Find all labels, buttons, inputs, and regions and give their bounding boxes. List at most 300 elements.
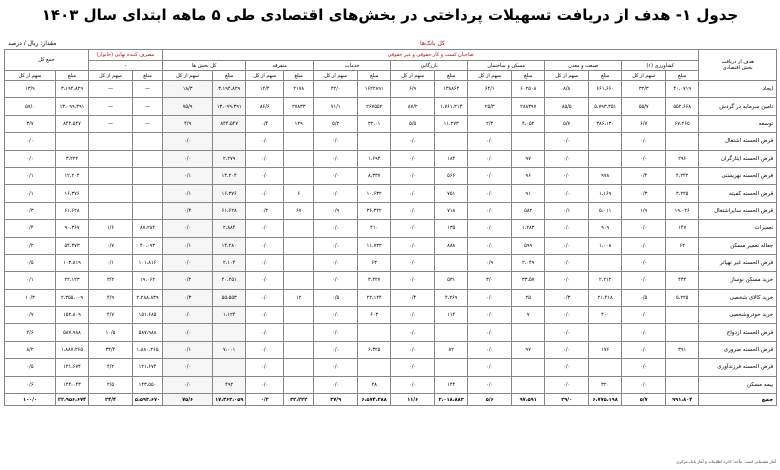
table-cell: ۲،۱۰۴ xyxy=(213,254,246,271)
header-consumer-dash: - xyxy=(89,61,163,71)
table-cell: ۱،۷۶۱،۲۱۳ xyxy=(435,98,468,115)
table-cell: ۵،۲۲۵ xyxy=(666,289,699,306)
table-cell: ۰/۰ xyxy=(468,133,512,150)
table-cell: ۴،۰۵۲ xyxy=(512,115,545,132)
table-cell: ۵۶۶ xyxy=(435,167,468,184)
row-label: قرض الحسنه ازدواج xyxy=(699,324,777,341)
table-cell: ۶۳ xyxy=(358,254,391,271)
table-cell: ۶۴/۱ xyxy=(468,81,512,98)
table-row xyxy=(5,98,777,115)
table-cell: ۱۰/۳ xyxy=(5,289,56,306)
table-row xyxy=(5,202,777,219)
table-cell xyxy=(133,185,163,202)
table-cell: ۰/۰ xyxy=(314,307,358,324)
table-cell xyxy=(358,324,391,341)
table-cell: ۰/۰ xyxy=(163,254,213,271)
header-sector: متفرقه xyxy=(246,61,314,71)
table-cell: ۰/۰ xyxy=(314,254,358,271)
row-label: بیمه مسکن xyxy=(699,376,777,393)
table-cell: ۲۶۷۵۵۲ xyxy=(358,98,391,115)
table-cell: ۶۱،۶۲۸ xyxy=(56,202,89,219)
table-cell xyxy=(435,359,468,376)
table-cell: ۰/۰ xyxy=(622,150,666,167)
table-cell: ۳/۷ xyxy=(5,115,56,132)
header-sector: بازرگانی xyxy=(391,61,468,71)
table-cell: ۰/۴ xyxy=(391,289,435,306)
table-cell: ۲۱،۴۱۸ xyxy=(589,289,622,306)
unit-label: مقدار: ریال / درصد xyxy=(8,40,57,47)
header-amount: مبلغ xyxy=(435,71,468,81)
table-cell: — xyxy=(133,98,163,115)
table-cell xyxy=(435,133,468,150)
table-cell: ۰/۰ xyxy=(545,167,589,184)
table-cell: ۱،۶۹۳ xyxy=(358,150,391,167)
table-cell: ۰/۰ xyxy=(314,359,358,376)
table-cell: ۸۷،۲۸۴ xyxy=(133,220,163,237)
table-cell: ۰/۲ xyxy=(5,237,56,254)
table-cell: ۰/۰ xyxy=(314,341,358,358)
table-cell: ۱۴،۲۰۴ xyxy=(213,167,246,184)
table-cell: ۶۲ xyxy=(666,237,699,254)
table-cell: ۰/۰ xyxy=(246,133,284,150)
table-row xyxy=(5,254,777,271)
table-cell: ۸۲ xyxy=(435,341,468,358)
table-cell: ۰/۰ xyxy=(468,202,512,219)
table-cell: ۱۵۲،۸۰۹ xyxy=(56,307,89,324)
table-cell: ۱۳/۹ xyxy=(5,81,56,98)
table-row xyxy=(5,150,777,167)
table-cell: — xyxy=(89,115,133,132)
header-sector: مسکن و ساختمان xyxy=(468,61,545,71)
table-cell: ۵۸۲ xyxy=(512,202,545,219)
table-row xyxy=(5,341,777,358)
table-cell: ۰/۰ xyxy=(246,289,284,306)
row-label: قرض الحسنه ضروری xyxy=(699,341,777,358)
table-cell: ۶/۹ xyxy=(391,81,435,98)
table-row xyxy=(5,115,777,132)
table-cell: ۰/۰ xyxy=(622,376,666,393)
table-cell: ۰/۴ xyxy=(163,202,213,219)
header-amount: مبلغ xyxy=(589,71,622,81)
table-row xyxy=(5,307,777,324)
table-cell: ۵۳۱ xyxy=(435,272,468,289)
table-cell: ۱،۸۸۷،۲۶۵ xyxy=(56,341,89,358)
table-cell: ۰/۰ xyxy=(314,272,358,289)
table-cell: ۳،۲۲۲ xyxy=(56,150,89,167)
row-label: قرض الحسنه غیر تهیاتر xyxy=(699,254,777,271)
table-cell: ۱۱۴ xyxy=(435,307,468,324)
header-sector: کل بخش ها xyxy=(163,61,246,71)
table-cell: ۳۸۶،۱۳۰ xyxy=(589,115,622,132)
table-cell: ۰/۰ xyxy=(468,167,512,184)
table-cell: ۱۰/۵ xyxy=(89,324,133,341)
table-cell: ۰/۹ xyxy=(314,202,358,219)
table-cell: ۰/۰ xyxy=(246,150,284,167)
table-cell: ۶،۵۷۴،۲۸۸ xyxy=(358,394,391,406)
table-cell xyxy=(213,359,246,376)
header-consumer: مصرف کننده نهایی (خانوار) xyxy=(89,50,163,61)
table-cell: ۵۵،۵۵۳ xyxy=(213,289,246,306)
table-cell: ۱۹،۰۶۲ xyxy=(133,272,163,289)
header-sector: خدمات xyxy=(314,61,391,71)
table-cell: ۰/۰ xyxy=(391,185,435,202)
header-purpose: هدف از دریافت بخش اقتصادی xyxy=(699,50,777,81)
table-cell: ۰/۰ xyxy=(622,133,666,150)
table-cell: ۵/۷ xyxy=(545,115,589,132)
table-cell: ۳۷/۹ xyxy=(314,394,358,406)
table-cell: ۰/۰ xyxy=(545,254,589,271)
table-row xyxy=(5,185,777,202)
table-cell: ۵۹۹ xyxy=(512,237,545,254)
table-cell: ۲،۰۴۹ xyxy=(512,254,545,271)
table-cell: ۰/۰ xyxy=(622,359,666,376)
table-cell: ۵،۷۹۳،۳۵۱ xyxy=(589,98,622,115)
table-cell: ۹۰،۳۶۷ xyxy=(56,220,89,237)
table-cell: ۴۰۰ xyxy=(589,307,622,324)
table-cell: ۴۴۲ xyxy=(666,272,699,289)
table-cell: ۱،۲۸۳ xyxy=(512,220,545,237)
table-cell: ۰/۱ xyxy=(5,272,56,289)
table-cell: ۰/۲ xyxy=(246,202,284,219)
table-cell: ۱۴،۲۸۰ xyxy=(213,237,246,254)
table-cell: ۰/۰ xyxy=(391,220,435,237)
table-cell: ۷۱/۱ xyxy=(314,98,358,115)
table-cell: ۹۰۹ xyxy=(589,220,622,237)
table-cell: ۰/۰ xyxy=(468,359,512,376)
table-row xyxy=(5,272,777,289)
table-cell: ۰/۰ xyxy=(545,341,589,358)
table-cell xyxy=(213,324,246,341)
header-share: سهم از کل xyxy=(391,71,435,81)
table-cell: ۰/۵ xyxy=(622,289,666,306)
document-title: جدول ۱- هدف از دریافت تسهیلات پرداختی در بخش‌های اقتصادی طی ۵ ماهه ابتدای سال ۱۴۰۳ xyxy=(41,6,739,24)
table-cell: ۶۱،۶۲۸ xyxy=(213,202,246,219)
table-cell xyxy=(89,150,133,167)
table-cell xyxy=(512,133,545,150)
header-share: سهم از کل xyxy=(89,71,133,81)
table-cell xyxy=(666,359,699,376)
table-cell: ۰/۰ xyxy=(622,237,666,254)
table-cell xyxy=(284,167,314,184)
table-cell: ۳۳،۵۷ xyxy=(512,272,545,289)
table-cell: ۰/۰ xyxy=(622,220,666,237)
header-share: سهم از کل xyxy=(545,71,589,81)
table-cell xyxy=(512,324,545,341)
header-amount: مبلغ xyxy=(666,71,699,81)
table-cell: ۰/۰ xyxy=(622,324,666,341)
table-cell: ۱۱،۷۲۲ xyxy=(358,237,391,254)
table-cell: ۰/۰ xyxy=(545,272,589,289)
table-cell: ۰/۰ xyxy=(391,167,435,184)
table-cell: ۰/۰ xyxy=(246,272,284,289)
header-share: سهم از کل xyxy=(622,71,666,81)
row-label: جمع xyxy=(699,394,777,406)
row-label: قرض الحسنه بهزیستی xyxy=(699,167,777,184)
table-cell: ۷ xyxy=(512,307,545,324)
table-cell: ۰/۰ xyxy=(622,341,666,358)
row-label: جعاله تعمیر مسکن xyxy=(699,237,777,254)
table-cell xyxy=(284,254,314,271)
header-amount: مبلغ xyxy=(213,71,246,81)
row-label: قرض الحسنه اشتغال xyxy=(699,133,777,150)
table-cell: ۰/۰ xyxy=(5,150,56,167)
header-share: سهم از کل xyxy=(5,71,56,81)
table-cell: ۱۹،۰۲۶ xyxy=(666,202,699,219)
table-cell: ۰/۰ xyxy=(622,272,666,289)
table-cell: ۰/۰ xyxy=(246,237,284,254)
table-cell: ۶،۷۷۵،۱۹۸ xyxy=(589,394,622,406)
table-cell: ۲/۶ xyxy=(5,324,56,341)
table-cell xyxy=(133,167,163,184)
table-container xyxy=(4,49,776,406)
table-cell: ۳،۲۲۵ xyxy=(666,185,699,202)
header-amount: مبلغ xyxy=(56,71,89,81)
table-cell: ۶۷،۲۶۵ xyxy=(666,115,699,132)
table-row xyxy=(5,133,777,150)
table-cell: ۲/۴ xyxy=(468,115,512,132)
table-cell: ۸۴۴،۵۴۷ xyxy=(213,115,246,132)
table-cell: ۰/۰ xyxy=(163,376,213,393)
table-row xyxy=(5,359,777,376)
table-cell: ۲۱۷۸ xyxy=(284,81,314,98)
table-cell: ۷۵۱ xyxy=(435,185,468,202)
table-cell: ۱۸/۳ xyxy=(163,81,213,98)
table-cell: ۱۰،۶۳۲ xyxy=(358,185,391,202)
table-cell: ۰/۰ xyxy=(545,359,589,376)
table-cell: ۸۵/۵ xyxy=(545,98,589,115)
table-cell: ۸/۸ xyxy=(545,81,589,98)
table-cell xyxy=(133,133,163,150)
table-cell: ۰/۰ xyxy=(246,220,284,237)
table-cell xyxy=(358,359,391,376)
table-cell: ۰/۰ xyxy=(246,359,284,376)
row-label: تعمیرات xyxy=(699,220,777,237)
header-amount: مبلغ xyxy=(358,71,391,81)
table-cell: ۰/۱ xyxy=(5,185,56,202)
table-cell xyxy=(284,237,314,254)
row-label: تامین سرمایه در گردش xyxy=(699,98,777,115)
header-sector: کشاورزی (۱) xyxy=(622,61,699,71)
table-cell: ۰/۵ xyxy=(314,289,358,306)
table-cell: ۱۰۳،۸۱۹ xyxy=(56,254,89,271)
table-cell: ۰/۰ xyxy=(468,289,512,306)
table-cell: ۵/۲ xyxy=(314,115,358,132)
table-cell xyxy=(589,359,622,376)
row-label: خرید کالای شخصی xyxy=(699,289,777,306)
table-cell: ۴۱۰ xyxy=(358,220,391,237)
table-cell: ۰/۴ xyxy=(622,167,666,184)
table-cell: ۱۳۸۸۶۴ xyxy=(435,81,468,98)
table-cell: ۰/۶ xyxy=(5,376,56,393)
table-cell: — xyxy=(89,98,133,115)
table-cell: ۰/۳ xyxy=(163,289,213,306)
row-label: قرض الحسنه ایثارگران xyxy=(699,150,777,167)
table-cell: ۰/۰ xyxy=(468,237,512,254)
table-cell: ۰/۰ xyxy=(163,359,213,376)
table-cell: ۰/۰ xyxy=(314,237,358,254)
header-business-group: صاحبان کسب و کار حقوقی و غیر حقوقی xyxy=(163,50,699,61)
table-cell: ۰/۰ xyxy=(391,133,435,150)
table-cell xyxy=(133,202,163,219)
table-cell: ۴/۷ xyxy=(89,307,133,324)
table-cell: ۲۵ xyxy=(512,289,545,306)
table-cell: ۳،۴۲۷ xyxy=(358,272,391,289)
table-cell: ۰/۲ xyxy=(246,394,284,406)
table-cell: ۰/۰ xyxy=(391,341,435,358)
header-amount: مبلغ xyxy=(512,71,545,81)
table-cell: ۶/۷ xyxy=(622,115,666,132)
table-cell: ۱،۰۰۸ xyxy=(589,237,622,254)
table-cell xyxy=(435,324,468,341)
header-share: سهم از کل xyxy=(468,71,512,81)
table-cell: ۱۵۱،۶۸۵ xyxy=(133,307,163,324)
table-cell: ۱،۱۲۴ xyxy=(213,307,246,324)
table-cell: ۶،۳۲۵ xyxy=(358,341,391,358)
table-cell: ۱۶،۳۷۶ xyxy=(213,185,246,202)
table-cell: ۰/۳ xyxy=(622,185,666,202)
table-cell: ۰/۷ xyxy=(5,307,56,324)
table-cell: ۰/۰ xyxy=(314,133,358,150)
banks-label: کل بانک‌ها xyxy=(420,40,445,47)
table-cell: ۲،۲۸۸،۸۳۹ xyxy=(133,289,163,306)
header-amount: مبلغ xyxy=(133,71,163,81)
table-cell: ۰/۰ xyxy=(246,185,284,202)
table-cell: ۰/۰ xyxy=(163,220,213,237)
row-label: ایجاد xyxy=(699,81,777,98)
table-cell: ۰/۰ xyxy=(163,324,213,341)
table-cell: ۰/۰ xyxy=(246,324,284,341)
table-cell xyxy=(358,133,391,150)
table-cell: ۶۰۲۵۰۸ xyxy=(512,81,545,98)
table-cell: ۶۷ xyxy=(284,202,314,219)
table-cell: ۰/۹ xyxy=(468,254,512,271)
table-cell: ۸۶/۶ xyxy=(246,98,284,115)
table-cell: ۴۹۲ xyxy=(213,376,246,393)
table-cell: ۸،۳۳۷ xyxy=(358,167,391,184)
table-cell: ۹۶ xyxy=(512,167,545,184)
table-cell: ۱۱،۲۷۳ xyxy=(435,115,468,132)
table-cell: ۸/۲ xyxy=(5,341,56,358)
table-cell: ۰/۰ xyxy=(545,376,589,393)
table-row xyxy=(5,220,777,237)
table-cell: ۰/۱ xyxy=(163,341,213,358)
table-cell xyxy=(89,133,133,150)
table-cell: ۰/۰ xyxy=(468,307,512,324)
table-cell xyxy=(589,254,622,271)
table-cell xyxy=(512,359,545,376)
table-cell xyxy=(56,133,89,150)
table-cell: ۱۱/۶ xyxy=(391,394,435,406)
table-cell: ۰/۰ xyxy=(545,133,589,150)
table-cell: ۰/۰ xyxy=(246,167,284,184)
table-cell: ۵۵۲،۶۶۸ xyxy=(666,98,699,115)
table-cell: ۳۶،۳۲۲ xyxy=(358,202,391,219)
table-cell: ۵۷/۰ xyxy=(5,98,56,115)
table-cell: ۶۶۱،۶۶۰ xyxy=(589,81,622,98)
footnote: آمار مقدماتی است. مأخذ: اداره اطلاعات و آمار بانک مرکزی xyxy=(676,459,776,464)
table-cell: ۲۷۸۳۳ xyxy=(284,98,314,115)
table-cell: ۲۹۶ xyxy=(666,150,699,167)
table-cell: ۰/۰ xyxy=(545,150,589,167)
table-cell: ۵۴،۳۷۳ xyxy=(56,237,89,254)
table-cell: ۸۷/۲ xyxy=(391,98,435,115)
table-cell: ۰/۱ xyxy=(163,167,213,184)
table-cell: ۲۲،۱۲۴ xyxy=(358,289,391,306)
table-cell: ۰/۱ xyxy=(89,254,133,271)
table-cell: ۱۷،۳۶۳،۰۵۹ xyxy=(213,394,246,406)
row-label: خرید مسکن نوساز xyxy=(699,272,777,289)
header-sector: صنعت و معدن xyxy=(545,61,622,71)
table-cell: ۰/۰ xyxy=(468,220,512,237)
table-cell: ۳۲۰ xyxy=(589,376,622,393)
table-cell: — xyxy=(133,81,163,98)
table-cell xyxy=(133,150,163,167)
table-cell: ۰/۰ xyxy=(246,254,284,271)
table-cell: ۰/۰ xyxy=(622,254,666,271)
table-cell: ۴/۹ xyxy=(163,115,213,132)
table-cell: ۳۲،۲۲۲ xyxy=(284,394,314,406)
table-cell xyxy=(284,272,314,289)
table-cell: ۷،۰۰۱ xyxy=(213,341,246,358)
table-cell xyxy=(666,307,699,324)
table-cell: ۲/۵ xyxy=(89,376,133,393)
table-cell xyxy=(284,341,314,358)
table-cell: ۰/۱ xyxy=(163,237,213,254)
table-cell: ۵۸۷،۹۸۸ xyxy=(133,324,163,341)
header-share: سهم از کل xyxy=(163,71,213,81)
facilities-table xyxy=(4,49,777,406)
table-row xyxy=(5,289,777,306)
table-cell: ۰/۰ xyxy=(314,220,358,237)
table-cell: ۱۳،۰۹۹،۳۹۱ xyxy=(213,98,246,115)
table-cell: ۲،۸۸۴ xyxy=(213,220,246,237)
row-label: قرض الحسنه کمیته xyxy=(699,185,777,202)
table-cell xyxy=(213,133,246,150)
table-cell: ۲،۲۱۲ xyxy=(589,272,622,289)
table-cell: ۱۴۷ xyxy=(666,220,699,237)
table-cell: ۳۹/۰ xyxy=(545,394,589,406)
table-cell: ۰/۰ xyxy=(314,324,358,341)
table-cell: ۵/۶ xyxy=(468,394,512,406)
table-cell: ۰/۱ xyxy=(545,202,589,219)
table-cell: ۰/۰ xyxy=(391,359,435,376)
table-cell: ۳۲/۳ xyxy=(622,81,666,98)
table-cell: ۰/۰ xyxy=(314,376,358,393)
table-cell: ۰/۵ xyxy=(5,359,56,376)
table-cell: ۴،۲۶۹ xyxy=(435,289,468,306)
table-cell xyxy=(589,150,622,167)
table-cell xyxy=(435,254,468,271)
table-cell: ۶ xyxy=(284,185,314,202)
table-cell: ۵/۷ xyxy=(622,394,666,406)
table-cell xyxy=(666,254,699,271)
table-cell: ۹۷۸ xyxy=(589,167,622,184)
table-cell: ۲،۳۵۵،۰۰۹ xyxy=(56,289,89,306)
table-cell: ۱۲۱،۶۷۴ xyxy=(133,359,163,376)
table-cell: ۵،۰۱۱ xyxy=(589,202,622,219)
table-cell: ۰/۰ xyxy=(545,307,589,324)
table-cell: ۱۰۱،۸۱۶ xyxy=(133,254,163,271)
table-row xyxy=(5,81,777,98)
table-cell: ۰/۰ xyxy=(5,133,56,150)
row-label: توسعه xyxy=(699,115,777,132)
table-cell: — xyxy=(89,81,133,98)
table-cell: ۰/۰ xyxy=(391,324,435,341)
table-cell: ۰/۰ xyxy=(391,376,435,393)
header-share: سهم از کل xyxy=(314,71,358,81)
table-cell: ۹۱ xyxy=(512,185,545,202)
table-cell: ۰/۰ xyxy=(391,202,435,219)
